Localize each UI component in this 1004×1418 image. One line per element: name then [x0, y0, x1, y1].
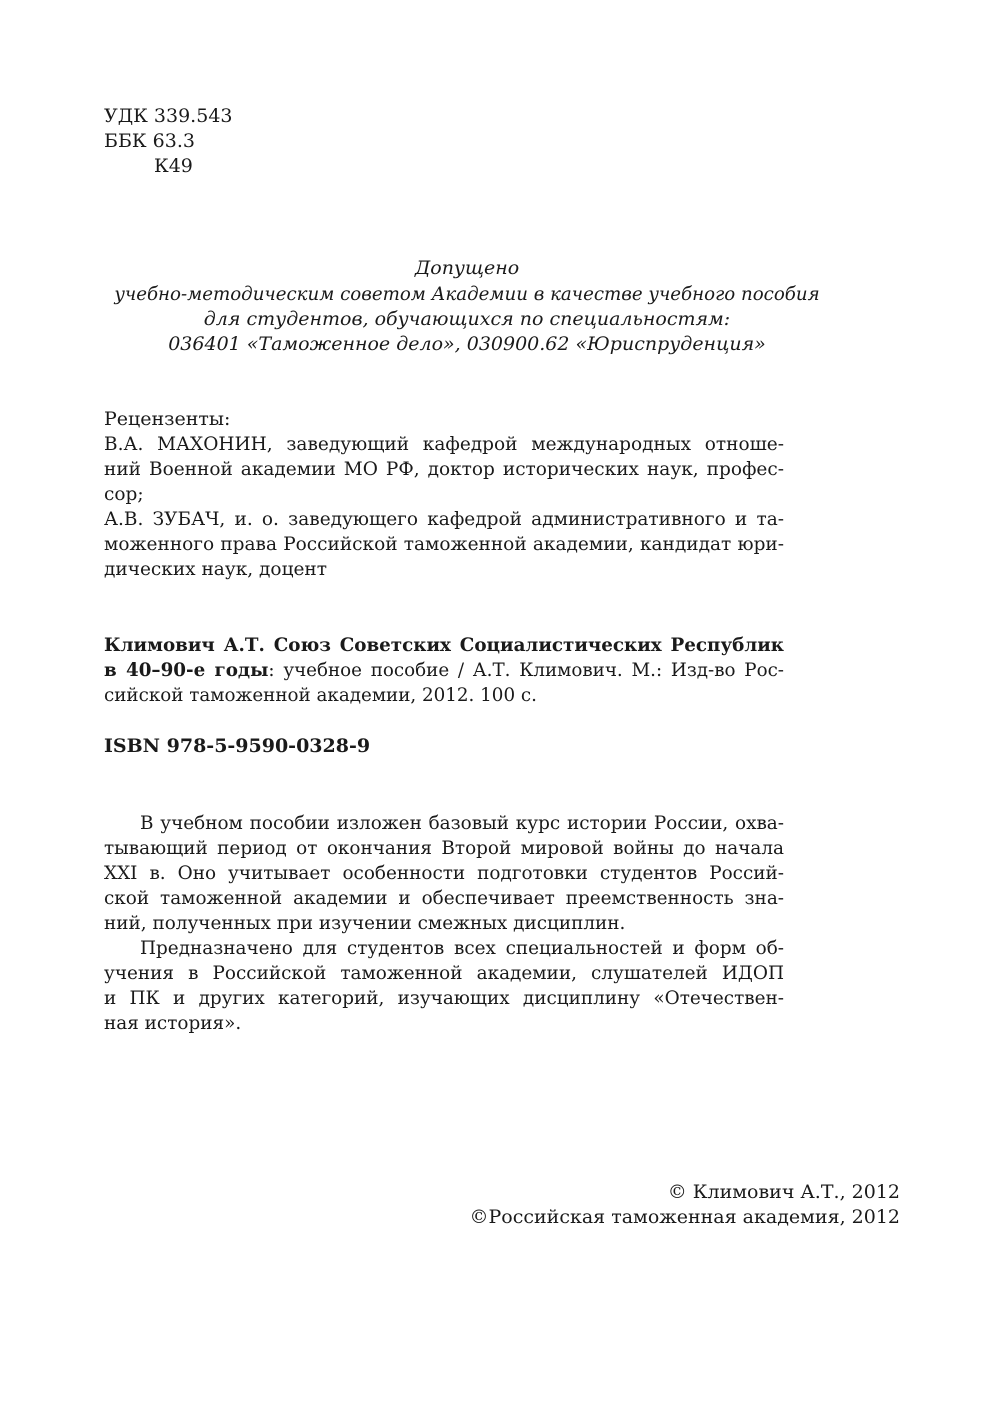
abstract-line-7: учения в Российской таможенной академии, слушателей ИДОП — [104, 963, 784, 984]
biblio-line-2 — [104, 658, 784, 683]
abstract-line-6: Предназначено для студентов всех специальностей и форм об- — [140, 938, 784, 959]
abstract-line-4: ской таможенной академии и обеспечивает преемственность зна- — [104, 888, 784, 909]
reviewer-line-6: дических наук, доцент — [104, 559, 327, 580]
abstract-line-2: тывающий период от окончания Второй мировой войны до начала — [104, 838, 784, 859]
approval-line-4: 036401 «Таможенное дело», 030900.62 «Юриспруденция» — [168, 333, 766, 355]
isbn: ISBN 978-5-9590-0328-9 — [104, 735, 371, 757]
biblio-title-period: в 40–90-е годы — [104, 660, 269, 681]
biblio-title-line: Климович А.Т. Союз Советских Социалистических Республик — [104, 635, 784, 656]
reviewers-heading: Рецензенты: — [104, 408, 231, 430]
copyright-author: © Климович А.Т., 2012 — [667, 1181, 900, 1203]
abstract-line-3: XXI в. Оно учитывает особенности подготовки студентов Россий- — [104, 863, 784, 884]
reviewer-line-1: В.А. МАХОНИН, заведующий кафедрой международных отноше- — [104, 434, 784, 455]
reviewer-line-2: ний Военной академии МО РФ, доктор исторических наук, профес- — [104, 459, 784, 480]
abstract-line-8: и ПК и других категорий, изучающих дисциплину «Отечествен- — [104, 988, 784, 1009]
udk-code: УДК 339.543 — [104, 105, 233, 127]
abstract-line-1: В учебном пособии изложен базовый курс истории России, охва- — [140, 813, 784, 834]
approval-line-3: для студентов, обучающихся по специальностям: — [203, 308, 731, 330]
reviewer-line-5: моженного права Российской таможенной академии, кандидат юри- — [104, 534, 784, 555]
biblio-publication-info: : учебное пособие / А.Т. Климович. М.: Изд-во Рос- — [268, 660, 784, 681]
reviewer-line-4: А.В. ЗУБАЧ, и. о. заведующего кафедрой административного и та- — [104, 509, 784, 530]
abstract-line-9: ная история». — [104, 1013, 242, 1034]
copyright-academy: ©Российская таможенная академия, 2012 — [469, 1206, 900, 1228]
biblio-line-3: сийской таможенной академии, 2012. 100 с. — [104, 685, 537, 706]
reviewer-line-3: сор; — [104, 484, 144, 505]
bbk-code: ББК 63.3 — [104, 130, 195, 152]
abstract-line-5: ний, полученных при изучении смежных дисциплин. — [104, 913, 626, 934]
author-mark: К49 — [154, 155, 193, 177]
approval-line-2: учебно-методическим советом Академии в качестве учебного пособия — [114, 284, 820, 305]
approval-line-1: Допущено — [414, 257, 520, 279]
